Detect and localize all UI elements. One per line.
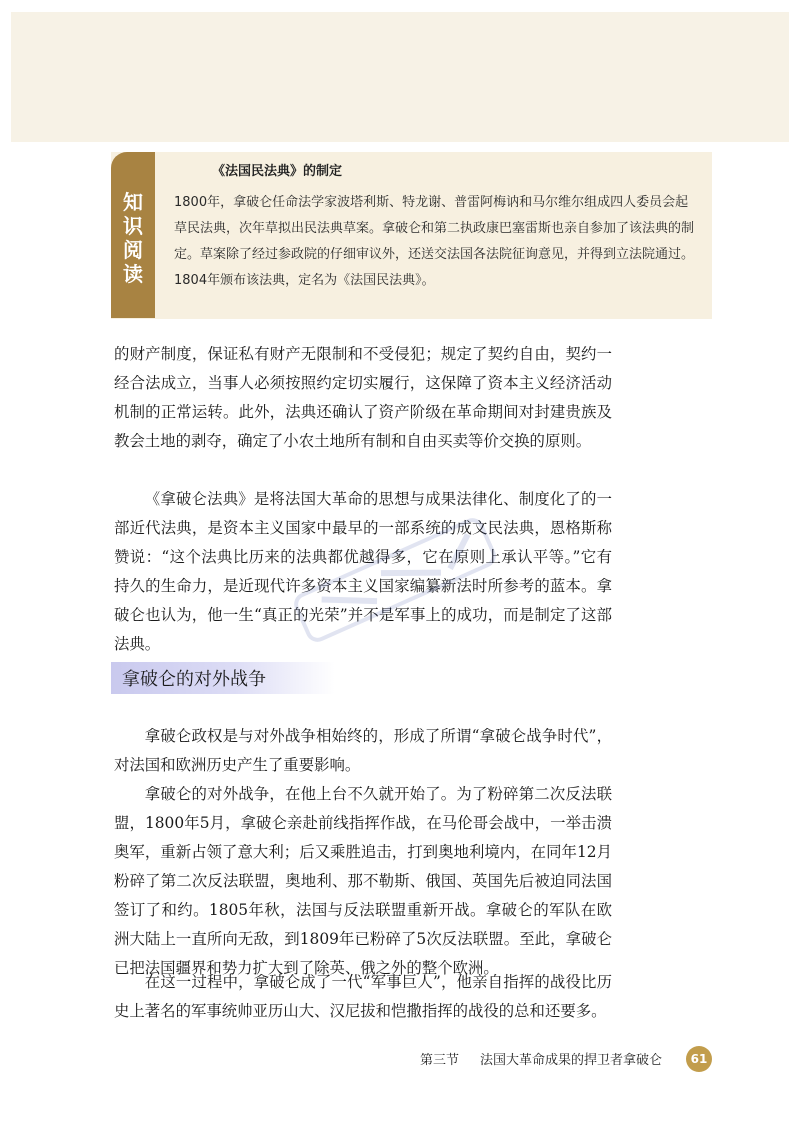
body-paragraph: 在这一过程中，拿破仑成了一代“军事巨人”，他亲自指挥的战役比历史上著名的军事统帅亚历山大、汉尼拔和恺撒指挥的战役的总和还要多。 bbox=[114, 973, 612, 1020]
section-heading-bar bbox=[111, 662, 335, 694]
reading-box-title: 《法国民法典》的制定 bbox=[212, 164, 343, 179]
reading-box-text: 1800年，拿破仑任命法学家波塔利斯、特龙谢、普雷阿梅讷和马尔维尔组成四人委员会起草民法典，次年草拟出民法典草案。拿破仑和第二执政康巴塞雷斯也亲自参加了该法典的制定。草案除了经过参政院的仔细审议外，还送交法国各法院征询意见，并得到立法院通过。1804年颁布该法典，定名为《法国民法典》。 bbox=[174, 195, 695, 288]
tab-char: 知 bbox=[123, 190, 143, 214]
knowledge-reading-tab bbox=[111, 152, 155, 318]
body-paragraph: 《拿破仑法典》是将法国大革命的思想与成果法律化、制度化了的一部近代法典，是资本主义国家中最早的一部系统的成文民法典，恩格斯称赞说：“这个法典比历来的法典都优越得多，它在原则上承认平等。”它有持久的生命力，是近现代许多资本主义国家编纂新法时所参考的蓝本。拿破仑也认为，他一生“真正的光荣”并不是军事上的成功，而是制定了这部法典。 bbox=[114, 490, 612, 653]
top-decorative-band bbox=[11, 12, 789, 142]
tab-char: 阅 bbox=[123, 238, 143, 262]
tab-char: 识 bbox=[123, 214, 143, 238]
body-paragraph: 的财产制度，保证私有财产无限制和不受侵犯；规定了契约自由，契约一经合法成立，当事人必须按照约定切实履行，这保障了资本主义经济活动机制的正常运转。此外，法典还确认了资产阶级在革命期间对封建贵族及教会土地的剥夺，确定了小农土地所有制和自由买卖等价交换的原则。 bbox=[114, 345, 612, 450]
footer-section-label: 第三节 bbox=[420, 1053, 460, 1068]
section-heading: 拿破仑的对外战争 bbox=[122, 669, 266, 690]
tab-char: 读 bbox=[123, 262, 143, 286]
page-number-badge: 61 bbox=[686, 1046, 712, 1072]
body-paragraph: 拿破仑的对外战争，在他上台不久就开始了。为了粉碎第二次反法联盟，1800年5月，拿破仑亲赴前线指挥作战，在马伦哥会战中，一举击溃奥军，重新占领了意大利；后又乘胜追击，打到奥地利境内，在同年12月粉碎了第二次反法联盟，奥地利、那不勒斯、俄国、英国先后被迫同法国签订了和约。1805年秋，法国与反法联盟重新开战。拿破仑的军队在欧洲大陆上一直所向无敌，到1809年已粉碎了5次反法联盟。至此，拿破仑已把法国疆界和势力扩大到了除英、俄之外的整个欧洲。 bbox=[114, 785, 612, 977]
footer-section-title: 法国大革命成果的捍卫者拿破仑 bbox=[480, 1053, 663, 1068]
body-paragraph: 拿破仑政权是与对外战争相始终的，形成了所谓“拿破仑战争时代”，对法国和欧洲历史产生了重要影响。 bbox=[114, 727, 612, 774]
